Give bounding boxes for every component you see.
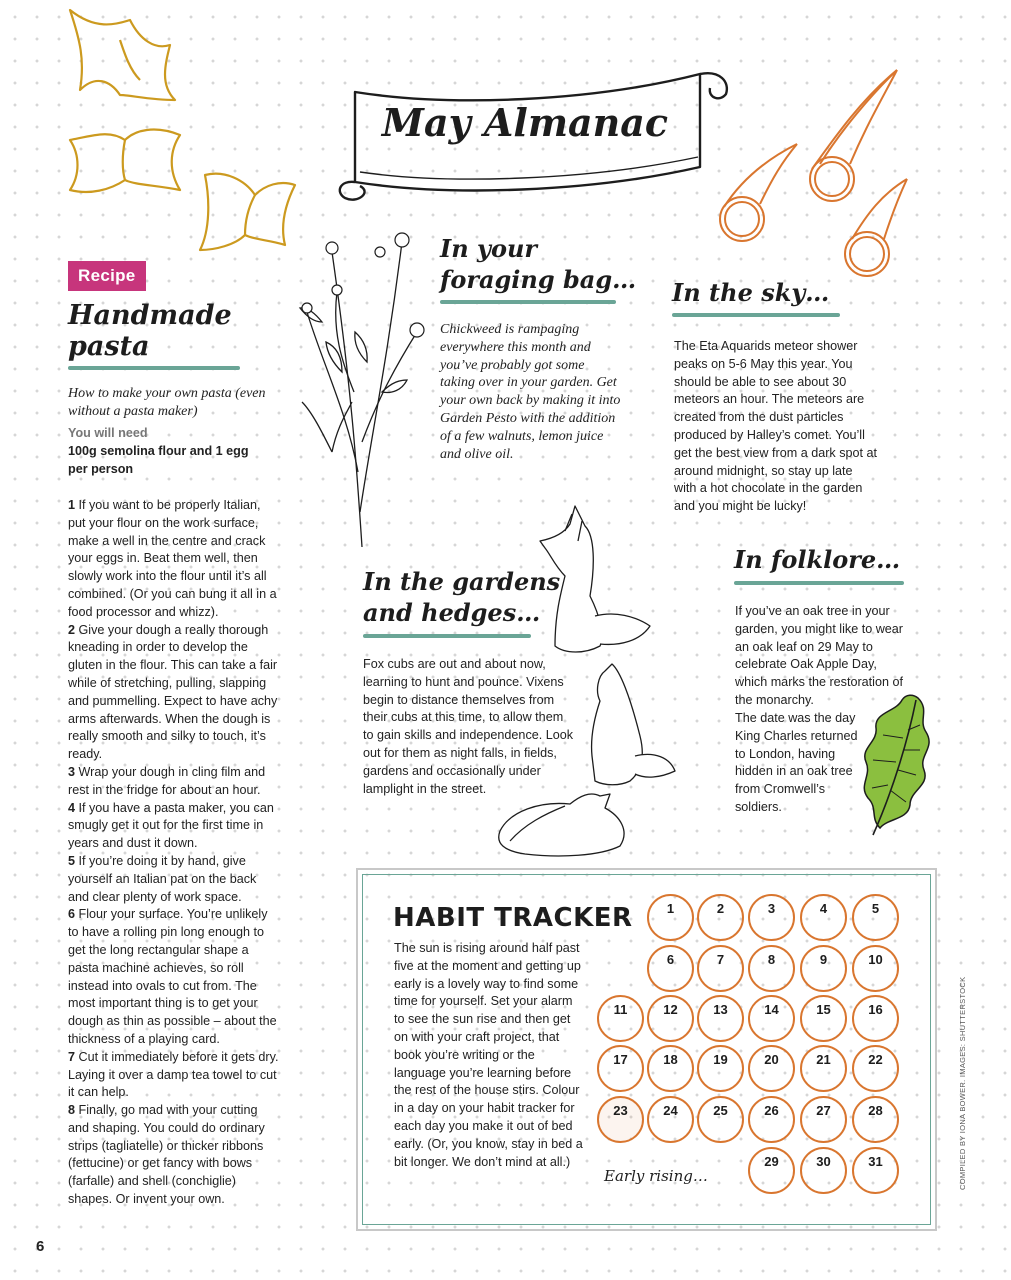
- image-credit: COMPILED BY IONA BOWER. IMAGES: SHUTTERSTOCK: [958, 976, 967, 1190]
- habit-day-29[interactable]: 29: [748, 1147, 795, 1194]
- habit-day-21[interactable]: 21: [800, 1045, 847, 1092]
- habit-day-10[interactable]: 10: [852, 945, 899, 992]
- recipe-tag: Recipe: [68, 261, 146, 291]
- habit-day-18[interactable]: 18: [647, 1045, 694, 1092]
- habit-day-15[interactable]: 15: [800, 995, 847, 1042]
- farfalle-illustration: [40, 0, 300, 260]
- sky-divider: [672, 313, 840, 317]
- foraging-text: Chickweed is rampaging everywhere this month and you’ve probably got some taking over in your garden. Get your own back by making it into Garden Pesto with the addition of a few walnuts, lemon juice and olive oil.: [440, 322, 621, 462]
- foraging-title-line1: In your: [440, 234, 538, 263]
- habit-day-1[interactable]: 1: [647, 894, 694, 941]
- recipe-step: 5 If you’re doing it by hand, give yourself an Italian pat on the back and clear plenty of work space.: [68, 853, 257, 904]
- foraging-divider: [440, 300, 616, 304]
- habit-day-3[interactable]: 3: [748, 894, 795, 941]
- habit-caption: Early rising…: [604, 1167, 708, 1185]
- folklore-divider: [734, 581, 904, 585]
- recipe-title-line2: pasta: [68, 331, 150, 362]
- foraging-title: [440, 233, 636, 295]
- habit-day-14[interactable]: 14: [748, 995, 795, 1042]
- habit-day-23[interactable]: 23: [597, 1096, 644, 1143]
- habit-day-16[interactable]: 16: [852, 995, 899, 1042]
- recipe-needs-label: You will need: [68, 426, 148, 440]
- recipe-step: 8 Finally, go mad with your cutting and shaping. You could do ordinary strips (tagliatelle) or thicker ribbons (fettucine) or get fancy with bows (farfalle) and shell (conchiglie) shapes. Or invent your own.: [68, 1103, 265, 1207]
- recipe-step: 6 Flour your surface. You’re unlikely to have a rolling pin long enough to get the long rectangular shape a pasta machine achieves, so roll instead into ovals to cut from. The most important thing is to get your dough as thin as possible – about the thickness of a playing card.: [68, 907, 277, 1046]
- habit-day-28[interactable]: 28: [852, 1096, 899, 1143]
- habit-day-9[interactable]: 9: [800, 945, 847, 992]
- recipe-step: 3 Wrap your dough in cling film and rest in the fridge for about an hour.: [68, 764, 266, 797]
- gardens-title: [363, 566, 560, 628]
- recipe-step: 2 Give your dough a really thorough kneading in order to develop the gluten in the flour. This can take a fair while of stretching, pulling, slapping and pummelling. Expect to have achy arms afterwards. When the dough is really smooth and silky to touch, it’s ready.: [68, 622, 278, 762]
- recipe-divider: [68, 366, 240, 370]
- gardens-title-line2: and hedges…: [363, 598, 541, 627]
- page-number: 6: [36, 1238, 45, 1255]
- habit-day-12[interactable]: 12: [647, 995, 694, 1042]
- recipe-title-line1: Handmade: [68, 300, 232, 331]
- habit-day-25[interactable]: 25: [697, 1096, 744, 1143]
- recipe-step: 4 If you have a pasta maker, you can smugly get it out for the first time in years and dust it down.: [68, 800, 274, 851]
- recipe-steps: [68, 497, 280, 1209]
- habit-text: The sun is rising around half past five at the moment and getting up early is a lovely way to find some time for yourself. Set your alarm to see the sun rise and then get on with your craft project, that book you’re writing or the language you’re learning before the rest of the house stirs. Colour in a day on your habit tracker for each day you make it out of bed early. (Or, you know, stay in bed a bit longer. We don’t mind at all.): [394, 941, 583, 1169]
- chickweed-illustration: [292, 212, 432, 552]
- recipe-step: 7 Cut it immediately before it gets dry. Laying it over a damp tea towel to cut it can help.: [68, 1049, 279, 1100]
- title-banner: [330, 62, 740, 202]
- habit-day-2[interactable]: 2: [697, 894, 744, 941]
- habit-day-19[interactable]: 19: [697, 1045, 744, 1092]
- recipe-intro: How to make your own pasta (even without a pasta maker): [68, 386, 266, 419]
- gardens-text: Fox cubs are out and about now, learning to hunt and pounce. Vixens begin to distance themselves from their cubs at this time, to allow them to gain skills and independence. Look out for them as night falls, in fields, gardens and occasionally under lamplight in the street.: [363, 657, 574, 796]
- habit-day-7[interactable]: 7: [697, 945, 744, 992]
- recipe-step: 1 If you want to be properly Italian, put your flour on the work surface, make a well in the centre and crack your eggs in. Beat them well, then slowly work into the flour until it’s all combined. (Or you can bung it all in a food processor and whizz).: [68, 498, 277, 619]
- recipe-needs: 100g semolina flour and 1 egg per person: [68, 444, 249, 476]
- habit-day-8[interactable]: 8: [748, 945, 795, 992]
- gardens-title-line1: In the gardens: [363, 567, 561, 596]
- habit-day-11[interactable]: 11: [597, 995, 644, 1042]
- sky-text: The Eta Aquarids meteor shower peaks on 5-6 May this year. You should be able to see about 30 meteors an hour. The meteors are created from the dust particles produced by Halley’s comet. You’ll get the best view from a dark spot at around midnight, so stay up late with a hot chocolate in the garden and you might be lucky!: [674, 339, 878, 514]
- sky-title: In the sky…: [672, 278, 830, 307]
- habit-day-24[interactable]: 24: [647, 1096, 694, 1143]
- habit-day-31[interactable]: 31: [852, 1147, 899, 1194]
- oak-leaf-illustration: [858, 690, 938, 840]
- habit-day-27[interactable]: 27: [800, 1096, 847, 1143]
- habit-day-6[interactable]: 6: [647, 945, 694, 992]
- folklore-title: In folklore…: [734, 545, 901, 574]
- habit-day-26[interactable]: 26: [748, 1096, 795, 1143]
- habit-day-17[interactable]: 17: [597, 1045, 644, 1092]
- folklore-text-1: If you’ve an oak tree in your garden, you might like to wear an oak leaf on 29 May to celebrate Oak Apple Day, which marks the restoration of the monarchy.: [735, 604, 904, 707]
- foraging-title-line2: foraging bag…: [440, 265, 637, 294]
- habit-day-5[interactable]: 5: [852, 894, 899, 941]
- page-title: May Almanac: [381, 100, 669, 145]
- habit-day-30[interactable]: 30: [800, 1147, 847, 1194]
- habit-day-22[interactable]: 22: [852, 1045, 899, 1092]
- recipe-title: [68, 300, 232, 362]
- meteor-illustration: [712, 64, 912, 284]
- habit-day-4[interactable]: 4: [800, 894, 847, 941]
- gardens-divider: [363, 634, 531, 638]
- folklore-text-2: The date was the day King Charles returned to London, having hidden in an oak tree from Cromwell’s soldiers.: [735, 711, 858, 814]
- habit-day-13[interactable]: 13: [697, 995, 744, 1042]
- habit-day-20[interactable]: 20: [748, 1045, 795, 1092]
- habit-title: HABIT TRACKER: [393, 903, 633, 933]
